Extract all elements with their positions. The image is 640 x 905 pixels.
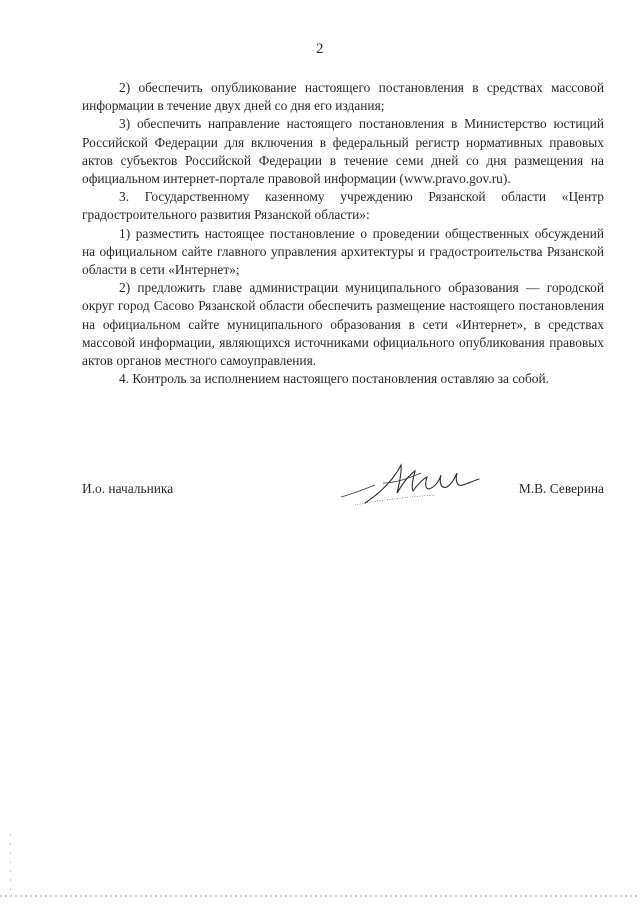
paragraph-state-institution: 3. Государственному казенному учреждению Рязанской области «Центр градостроительного развития Рязанской области»: — [82, 189, 604, 223]
paragraph-publish-site: 1) разместить настоящее постановление о проведении общественных обсуждений на официальном сайте главного управления архитектуры и градостроительства Рязанской области в сети «Интернет»; — [82, 225, 604, 278]
paragraph-publication: 2) обеспечить опубликование настоящего постановления в средствах массовой информации в течение двух дней со дня его издания; — [82, 80, 604, 114]
scan-margin-dots — [9, 832, 12, 892]
paragraph-municipal-head: 2) предложить главе администрации муниципального образования — городской округ город Сасово Рязанской области обеспечить размещение настоящего постановления на официальном сайте муниципального образования в сети «Интернет», в средствах массовой информации, являющихся источниками официального опубликования правовых актов органов местного самоуправления. — [82, 280, 604, 369]
signatory-name: М.В. Северина — [518, 481, 604, 496]
paragraph-ministry-justice: 3) обеспечить направление настоящего постановления в Министерство юстиций Российской Федерации для включения в федеральный регистр нормативных правовых актов субъектов Российской Федерации в течение семи дней со дня размещения на официальном интернет-портале правовой информации (www.pravo.gov.ru). — [82, 116, 604, 187]
paragraph-control: 4. Контроль за исполнением настоящего постановления оставляю за собой. — [119, 371, 550, 387]
signature-row — [82, 481, 604, 505]
scan-bottom-edge — [0, 895, 640, 897]
page-number: 2 — [316, 41, 324, 57]
document-body — [82, 79, 604, 388]
signatory-position: И.о. начальника — [82, 481, 174, 496]
